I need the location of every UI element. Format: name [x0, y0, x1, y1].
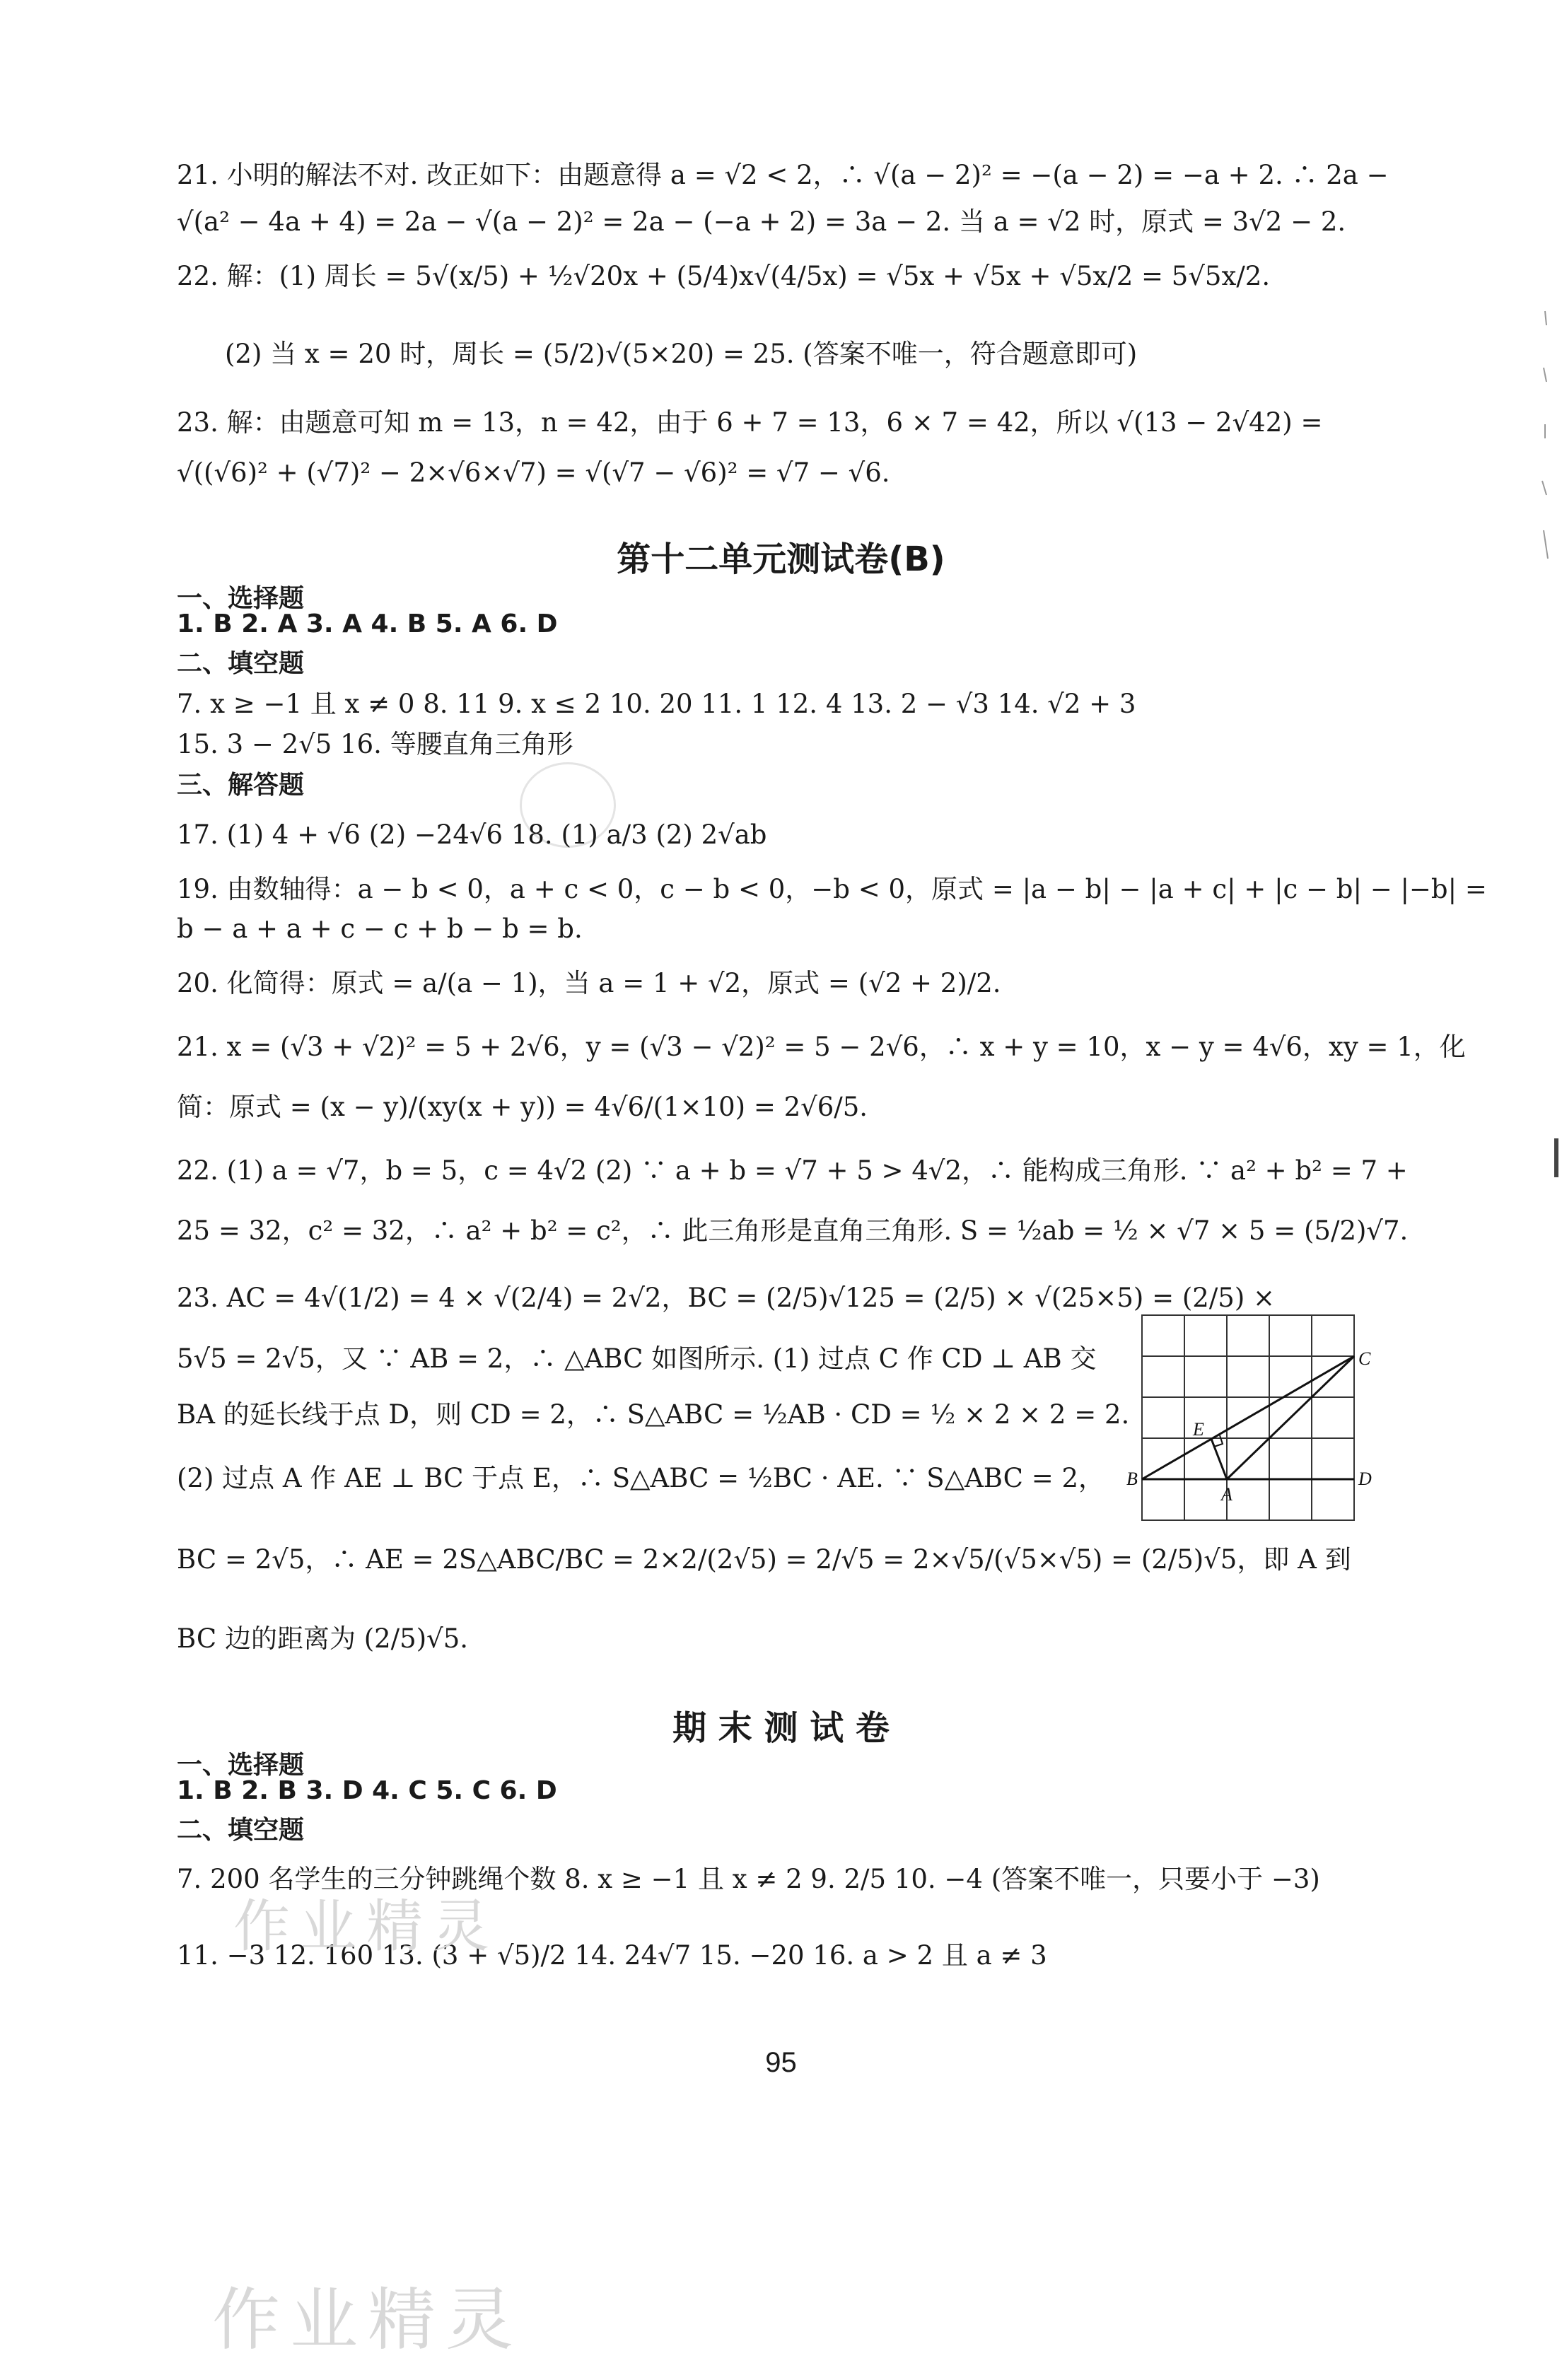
text-line: 22. (1) a = √7，b = 5，c = 4√2 (2) ∵ a + b = √7 + 5 > 4√2，∴ 能构成三角形. ∵ a² + b² = 7 +	[177, 1155, 1408, 1186]
text-line: 7. x ≥ −1 且 x ≠ 0 8. 11 9. x ≤ 2 10. 20 11. 1 12. 4 13. 2 − √3 14. √2 + 3	[177, 689, 1136, 719]
edge-bar-mark	[1554, 1138, 1558, 1177]
label-a: A	[1221, 1484, 1232, 1505]
page-number: 95	[765, 2047, 797, 2078]
text-line: 20. 化简得：原式 = a/(a − 1)，当 a = 1 + √2，原式 = (√2 + 2)/2.	[177, 968, 1001, 998]
text-line: 21. x = (√3 + √2)² = 5 + 2√6，y = (√3 − √2)² = 5 − 2√6，∴ x + y = 10，x − y = 4√6，xy = 1，化	[177, 1032, 1466, 1062]
sub-heading: 一、选择题	[177, 584, 305, 613]
text-line: 简：原式 = (x − y)/(xy(x + y)) = 4√6/(1×10) = 2√6/5.	[177, 1092, 868, 1122]
grid-diagram	[1126, 1308, 1372, 1527]
segment-ac	[1227, 1356, 1354, 1479]
sub-heading: 二、填空题	[177, 649, 305, 678]
text-line: 21. 小明的解法不对. 改正如下：由题意得 a = √2 < 2，∴ √(a − 2)² = −(a − 2) = −a + 2. ∴ 2a −	[177, 160, 1389, 190]
text-line: √(a² − 4a + 4) = 2a − √(a − 2)² = 2a − (−a + 2) = 3a − 2. 当 a = √2 时，原式 = 3√2 − 2.	[177, 206, 1346, 237]
segment-bc	[1142, 1356, 1354, 1479]
edge-marks	[1538, 297, 1552, 566]
text-line: 22. 解：(1) 周长 = 5√(x/5) + ½√20x + (5/4)x√(4/5x) = √5x + √5x + √5x/2 = 5√5x/2.	[177, 261, 1271, 291]
text-line: 7. 200 名学生的三分钟跳绳个数 8. x ≥ −1 且 x ≠ 2 9. 2/5 10. −4 (答案不唯一，只要小于 −3)	[177, 1864, 1320, 1894]
text-line: 15. 3 − 2√5 16. 等腰直角三角形	[177, 729, 573, 759]
choice-answers: 1. B 2. A 3. A 4. B 5. A 6. D	[177, 609, 558, 638]
label-d: D	[1358, 1469, 1372, 1489]
text-line: (2) 当 x = 20 时，周长 = (5/2)√(5×20) = 25. (答案不唯一，符合题意即可)	[225, 339, 1138, 369]
label-c: C	[1358, 1348, 1371, 1369]
text-line: 25 = 32，c² = 32，∴ a² + b² = c²，∴ 此三角形是直角三角形. S = ½ab = ½ × √7 × 5 = (5/2)√7.	[177, 1215, 1409, 1246]
watermark-text: 作业精灵	[212, 2280, 523, 2359]
text-line: 17. (1) 4 + √6 (2) −24√6 18. (1) a/3 (2) 2√ab	[177, 819, 767, 850]
text-line: b − a + a + c − c + b − b = b.	[177, 914, 583, 944]
watermark-text: 作业精灵	[233, 1894, 499, 1959]
text-line: 11. −3 12. 160 13. (3 + √5)/2 14. 24√7 15. −20 16. a > 2 且 a ≠ 3	[177, 1940, 1047, 1971]
text-line: 5√5 = 2√5，又 ∵ AB = 2，∴ △ABC 如图所示. (1) 过点 C 作 CD ⊥ AB 交	[177, 1343, 1097, 1374]
label-e: E	[1193, 1419, 1204, 1440]
sub-heading: 二、填空题	[177, 1816, 305, 1845]
text-line: BC 边的距离为 (2/5)√5.	[177, 1623, 469, 1654]
text-line: BA 的延长线于点 D，则 CD = 2，∴ S△ABC = ½AB · CD = ½ × 2 × 2 = 2.	[177, 1399, 1130, 1430]
sub-heading: 三、解答题	[177, 771, 305, 800]
section-title: 期 末 测 试 卷	[672, 1708, 890, 1748]
text-line: (2) 过点 A 作 AE ⊥ BC 于点 E，∴ S△ABC = ½BC · AE. ∵ S△ABC = 2，	[177, 1463, 1105, 1493]
triangle-grid-figure	[1126, 1308, 1372, 1527]
text-line: 23. AC = 4√(1/2) = 4 × √(2/4) = 2√2，BC = (2/5)√125 = (2/5) × √(25×5) = (2/5) ×	[177, 1283, 1276, 1313]
choice-answers: 1. B 2. B 3. D 4. C 5. C 6. D	[177, 1776, 557, 1805]
sub-heading: 一、选择题	[177, 1751, 305, 1780]
text-line: 19. 由数轴得：a − b < 0，a + c < 0，c − b < 0，−b < 0，原式 = |a − b| − |a + c| + |c − b| − |−b| =	[177, 874, 1487, 904]
text-line: 23. 解：由题意可知 m = 13，n = 42，由于 6 + 7 = 13，6 × 7 = 42，所以 √(13 − 2√42) =	[177, 407, 1323, 438]
section-title: 第十二单元测试卷(B)	[617, 539, 945, 579]
text-line: √((√6)² + (√7)² − 2×√6×√7) = √(√7 − √6)² = √7 − √6.	[177, 457, 890, 488]
text-line: BC = 2√5，∴ AE = 2S△ABC/BC = 2×2/(2√5) = 2/√5 = 2×√5/(√5×√5) = (2/5)√5，即 A 到	[177, 1544, 1351, 1575]
label-b: B	[1126, 1469, 1138, 1489]
